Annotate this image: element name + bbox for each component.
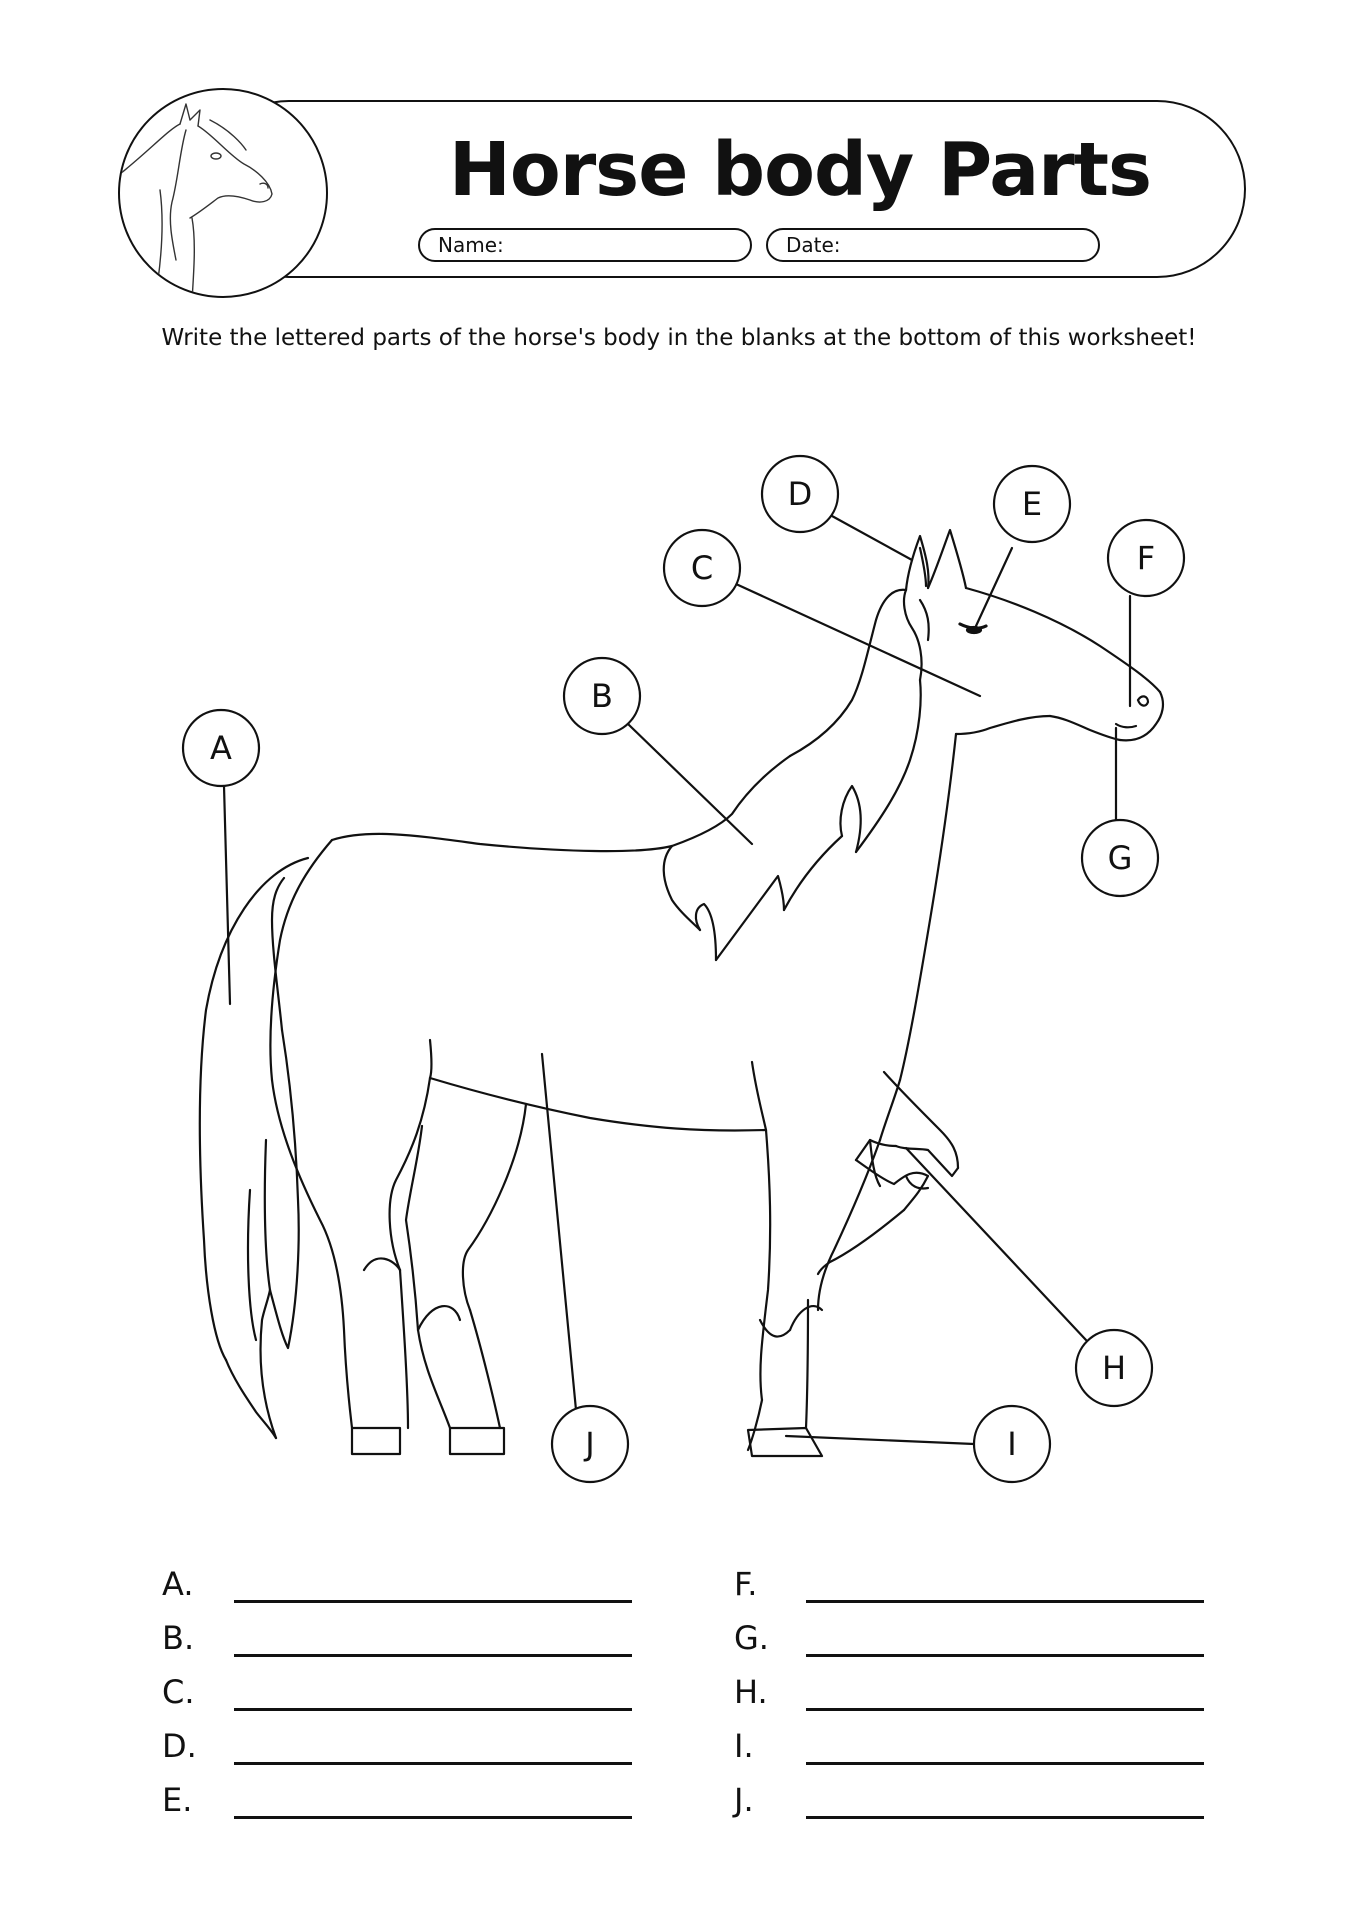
answer-label: F. — [734, 1565, 758, 1603]
svg-text:H: H — [1101, 1349, 1127, 1387]
answer-blank[interactable] — [234, 1708, 632, 1711]
answer-label: J. — [734, 1781, 754, 1819]
callout-e — [994, 466, 1070, 542]
answer-label: D. — [162, 1727, 197, 1765]
page-title: Horse body Parts — [448, 127, 1152, 213]
callout-i — [974, 1406, 1050, 1482]
svg-text:D: D — [787, 475, 813, 513]
answer-label: G. — [734, 1619, 769, 1657]
answer-blank[interactable] — [806, 1762, 1204, 1765]
callout-h — [1076, 1330, 1152, 1406]
answer-blank[interactable] — [806, 1816, 1204, 1819]
answer-blank[interactable] — [234, 1816, 632, 1819]
svg-text:G: G — [1107, 839, 1133, 877]
callout-c — [664, 530, 740, 606]
callout-f — [1108, 520, 1184, 596]
answer-label: E. — [162, 1781, 193, 1819]
answer-label: H. — [734, 1673, 768, 1711]
answer-label: A. — [162, 1565, 194, 1603]
callout-d — [762, 456, 838, 532]
answer-blank[interactable] — [234, 1762, 632, 1765]
answer-blank[interactable] — [234, 1654, 632, 1657]
answer-blank[interactable] — [806, 1708, 1204, 1711]
answer-blank[interactable] — [234, 1600, 632, 1603]
answer-label: B. — [162, 1619, 195, 1657]
svg-text:I: I — [1007, 1425, 1017, 1463]
svg-text:F: F — [1136, 539, 1156, 577]
svg-text:B: B — [591, 677, 613, 715]
svg-text:E: E — [1021, 485, 1043, 523]
callout-a — [183, 710, 259, 786]
callout-b — [564, 658, 640, 734]
horse-outline — [200, 530, 1163, 1456]
answer-blank[interactable] — [806, 1600, 1204, 1603]
svg-text:C: C — [690, 549, 714, 587]
callout-j — [552, 1406, 628, 1482]
answer-blank[interactable] — [806, 1654, 1204, 1657]
name-field[interactable]: Name: — [418, 228, 752, 262]
callout-leaders — [224, 516, 1130, 1444]
answer-label: I. — [734, 1727, 754, 1765]
svg-text:J: J — [585, 1425, 595, 1463]
svg-text:A: A — [210, 729, 232, 767]
date-field[interactable]: Date: — [766, 228, 1100, 262]
answer-label: C. — [162, 1673, 195, 1711]
callout-g — [1082, 820, 1158, 896]
instructions-text: Write the lettered parts of the horse's body in the blanks at the bottom of this worksheet! — [161, 325, 1197, 351]
